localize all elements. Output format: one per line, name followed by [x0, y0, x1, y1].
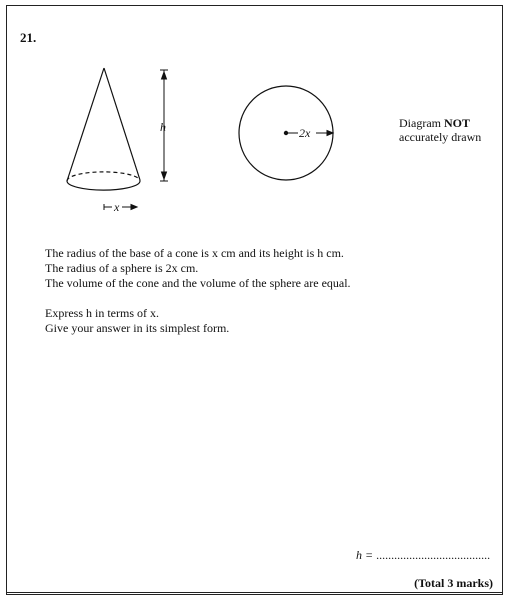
cone-right-edge: [104, 68, 140, 180]
sphere-radius-label: 2x: [299, 126, 311, 140]
answer-label: h =: [356, 548, 374, 562]
diagram-note: [399, 116, 481, 144]
instruction-line-2: Give your answer in its simplest form.: [45, 321, 230, 335]
cone-base-front: [67, 181, 140, 190]
question-number: 21.: [20, 30, 37, 45]
radius-arrow: [104, 204, 137, 210]
cone-left-edge: [67, 68, 104, 181]
question-text: [45, 246, 485, 336]
diagram-note-line1: Diagram NOT: [399, 116, 470, 130]
answer-line[interactable]: [356, 548, 490, 563]
statement-line-3: The volume of the cone and the volume of the sphere are equal.: [45, 276, 351, 290]
cone-base-back-dashed: [67, 172, 140, 181]
total-marks: (Total 3 marks): [414, 576, 493, 590]
sphere-radius-arrow: [288, 131, 333, 136]
statement-line-2: The radius of a sphere is 2x cm.: [45, 261, 199, 275]
statement-line-1: The radius of the base of a cone is x cm and its height is h cm.: [45, 246, 344, 260]
answer-dots[interactable]: ......................................: [376, 548, 491, 562]
cone-radius-label: x: [114, 200, 120, 214]
bottom-rule: [6, 592, 503, 593]
instruction-line-1: Express h in terms of x.: [45, 306, 159, 320]
diagram-note-line2: accurately drawn: [399, 130, 482, 144]
cone-height-label: h: [160, 120, 166, 134]
cone-figure: [67, 68, 140, 190]
sphere-centre-dot: [284, 131, 288, 135]
